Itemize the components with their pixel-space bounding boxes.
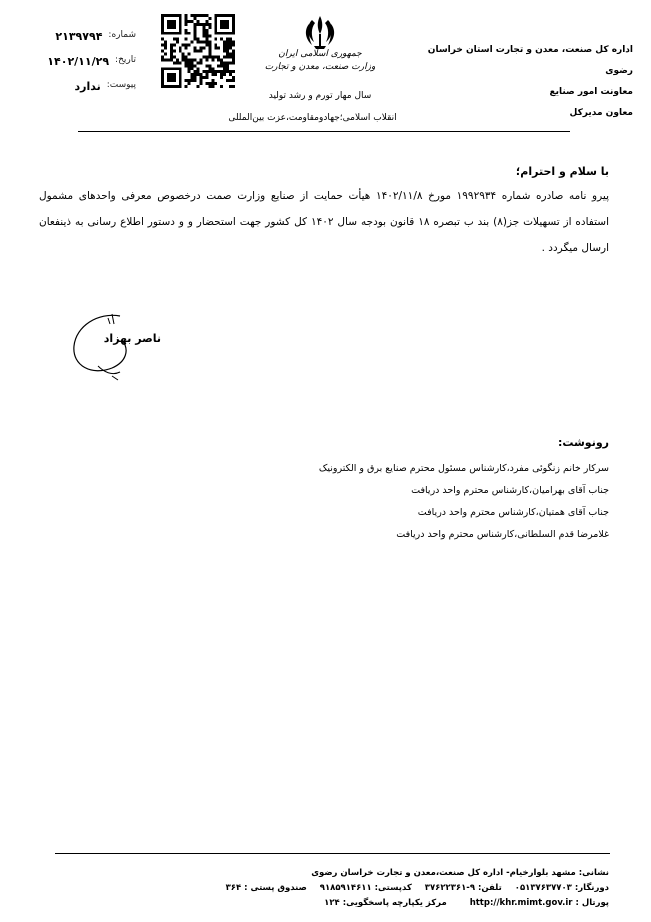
organization-block	[403, 40, 633, 124]
copy-recipient: جناب آقای بهرامیان،کارشناس محترم واحد دریافت	[411, 485, 609, 496]
ministry-name: وزارت صنعت، معدن و تجارت	[264, 62, 376, 72]
signature-scribble-icon	[68, 310, 173, 385]
footer-fax: دورنگار: ۰۵۱۳۷۶۳۷۷۰۳	[514, 883, 609, 893]
signature	[68, 310, 173, 385]
copy-recipient: جناب آقای همتیان،کارشناس محترم واحد دریافت	[417, 507, 609, 518]
copy-recipient: غلامرضا قدم السلطانی،کارشناس محترم واحد دریافت	[396, 529, 609, 540]
footer-po-box: صندوق پستی : ۳۶۴	[225, 883, 307, 893]
letter-number-label: شماره:	[108, 30, 136, 40]
footer-portal-link[interactable]: http://khr.mimt.gov.ir	[469, 898, 573, 908]
footer-postal-code: کدپستی: ۹۱۸۵۹۱۴۶۱۱	[319, 883, 412, 893]
body-paragraph: پیرو نامه صادره شماره ۱۹۹۲۹۳۴ مورخ ۱۴۰۲/۱۱/۸ هیأت حمایت از صنایع وزارت صمت درخصوص معرفی واحدهای مشمول استفاده از تسهیلات جز(۸) بند ب تبصره ۱۸ قانون بودجه سال ۱۴۰۲ کل کشور جهت استحضار و و دستور اطلاع رسانی به ذینفعان ارسال میگردد .	[39, 190, 609, 254]
iran-emblem-icon	[300, 12, 340, 52]
deputy-name: معاونت امور صنایع	[549, 87, 633, 97]
letter-number-value: ۲۱۳۹۷۹۴	[55, 30, 103, 43]
qr-code-icon	[161, 14, 235, 88]
copies-title: رونوشت:	[557, 436, 609, 449]
header-divider	[78, 131, 570, 132]
organization-name: اداره کل صنعت، معدن و تجارت استان خراسان رضوی	[427, 45, 633, 76]
footer-phone: تلفن: ۹-۳۷۶۲۲۳۶۱	[424, 883, 502, 893]
revolution-slogan: انقلاب اسلامی؛جهادومقاومت،عزت بین‌المللی	[228, 113, 397, 123]
letter-date-value: ۱۴۰۲/۱۱/۲۹	[47, 55, 110, 68]
letter-date-label: تاریخ:	[115, 55, 136, 65]
year-slogan: سال مهار تورم و رشد تولید	[268, 91, 372, 101]
copy-recipient: سرکار خانم زنگوئی مفرد،کارشناس مسئول محترم صنایع برق و الکترونیک	[318, 463, 609, 474]
attachment-row	[20, 80, 136, 93]
footer	[49, 866, 609, 911]
attachment-value: ندارد	[74, 80, 101, 93]
copies-list	[319, 458, 609, 546]
footer-contact-row	[49, 881, 609, 896]
letter-number-row	[20, 30, 136, 43]
footer-divider	[55, 853, 610, 854]
footer-address: نشانی: مشهد بلوارخیام- اداره کل صنعت،معدن و تجارت خراسان رضوی	[311, 868, 609, 878]
republic-name: جمهوری اسلامی ایران	[278, 49, 362, 59]
letter-date-row	[20, 55, 136, 68]
position-title: معاون مدیرکل	[569, 108, 633, 118]
footer-portal-row	[49, 896, 609, 911]
signatory-name: ناصر بهزاد	[103, 332, 161, 345]
footer-portal-label: پورتال :	[575, 898, 609, 908]
greeting: با سلام و احترام؛	[515, 165, 609, 178]
attachment-label: پیوست:	[106, 80, 136, 90]
footer-hotline: مرکز یکپارچه پاسخگویی: ۱۲۴	[324, 898, 447, 908]
